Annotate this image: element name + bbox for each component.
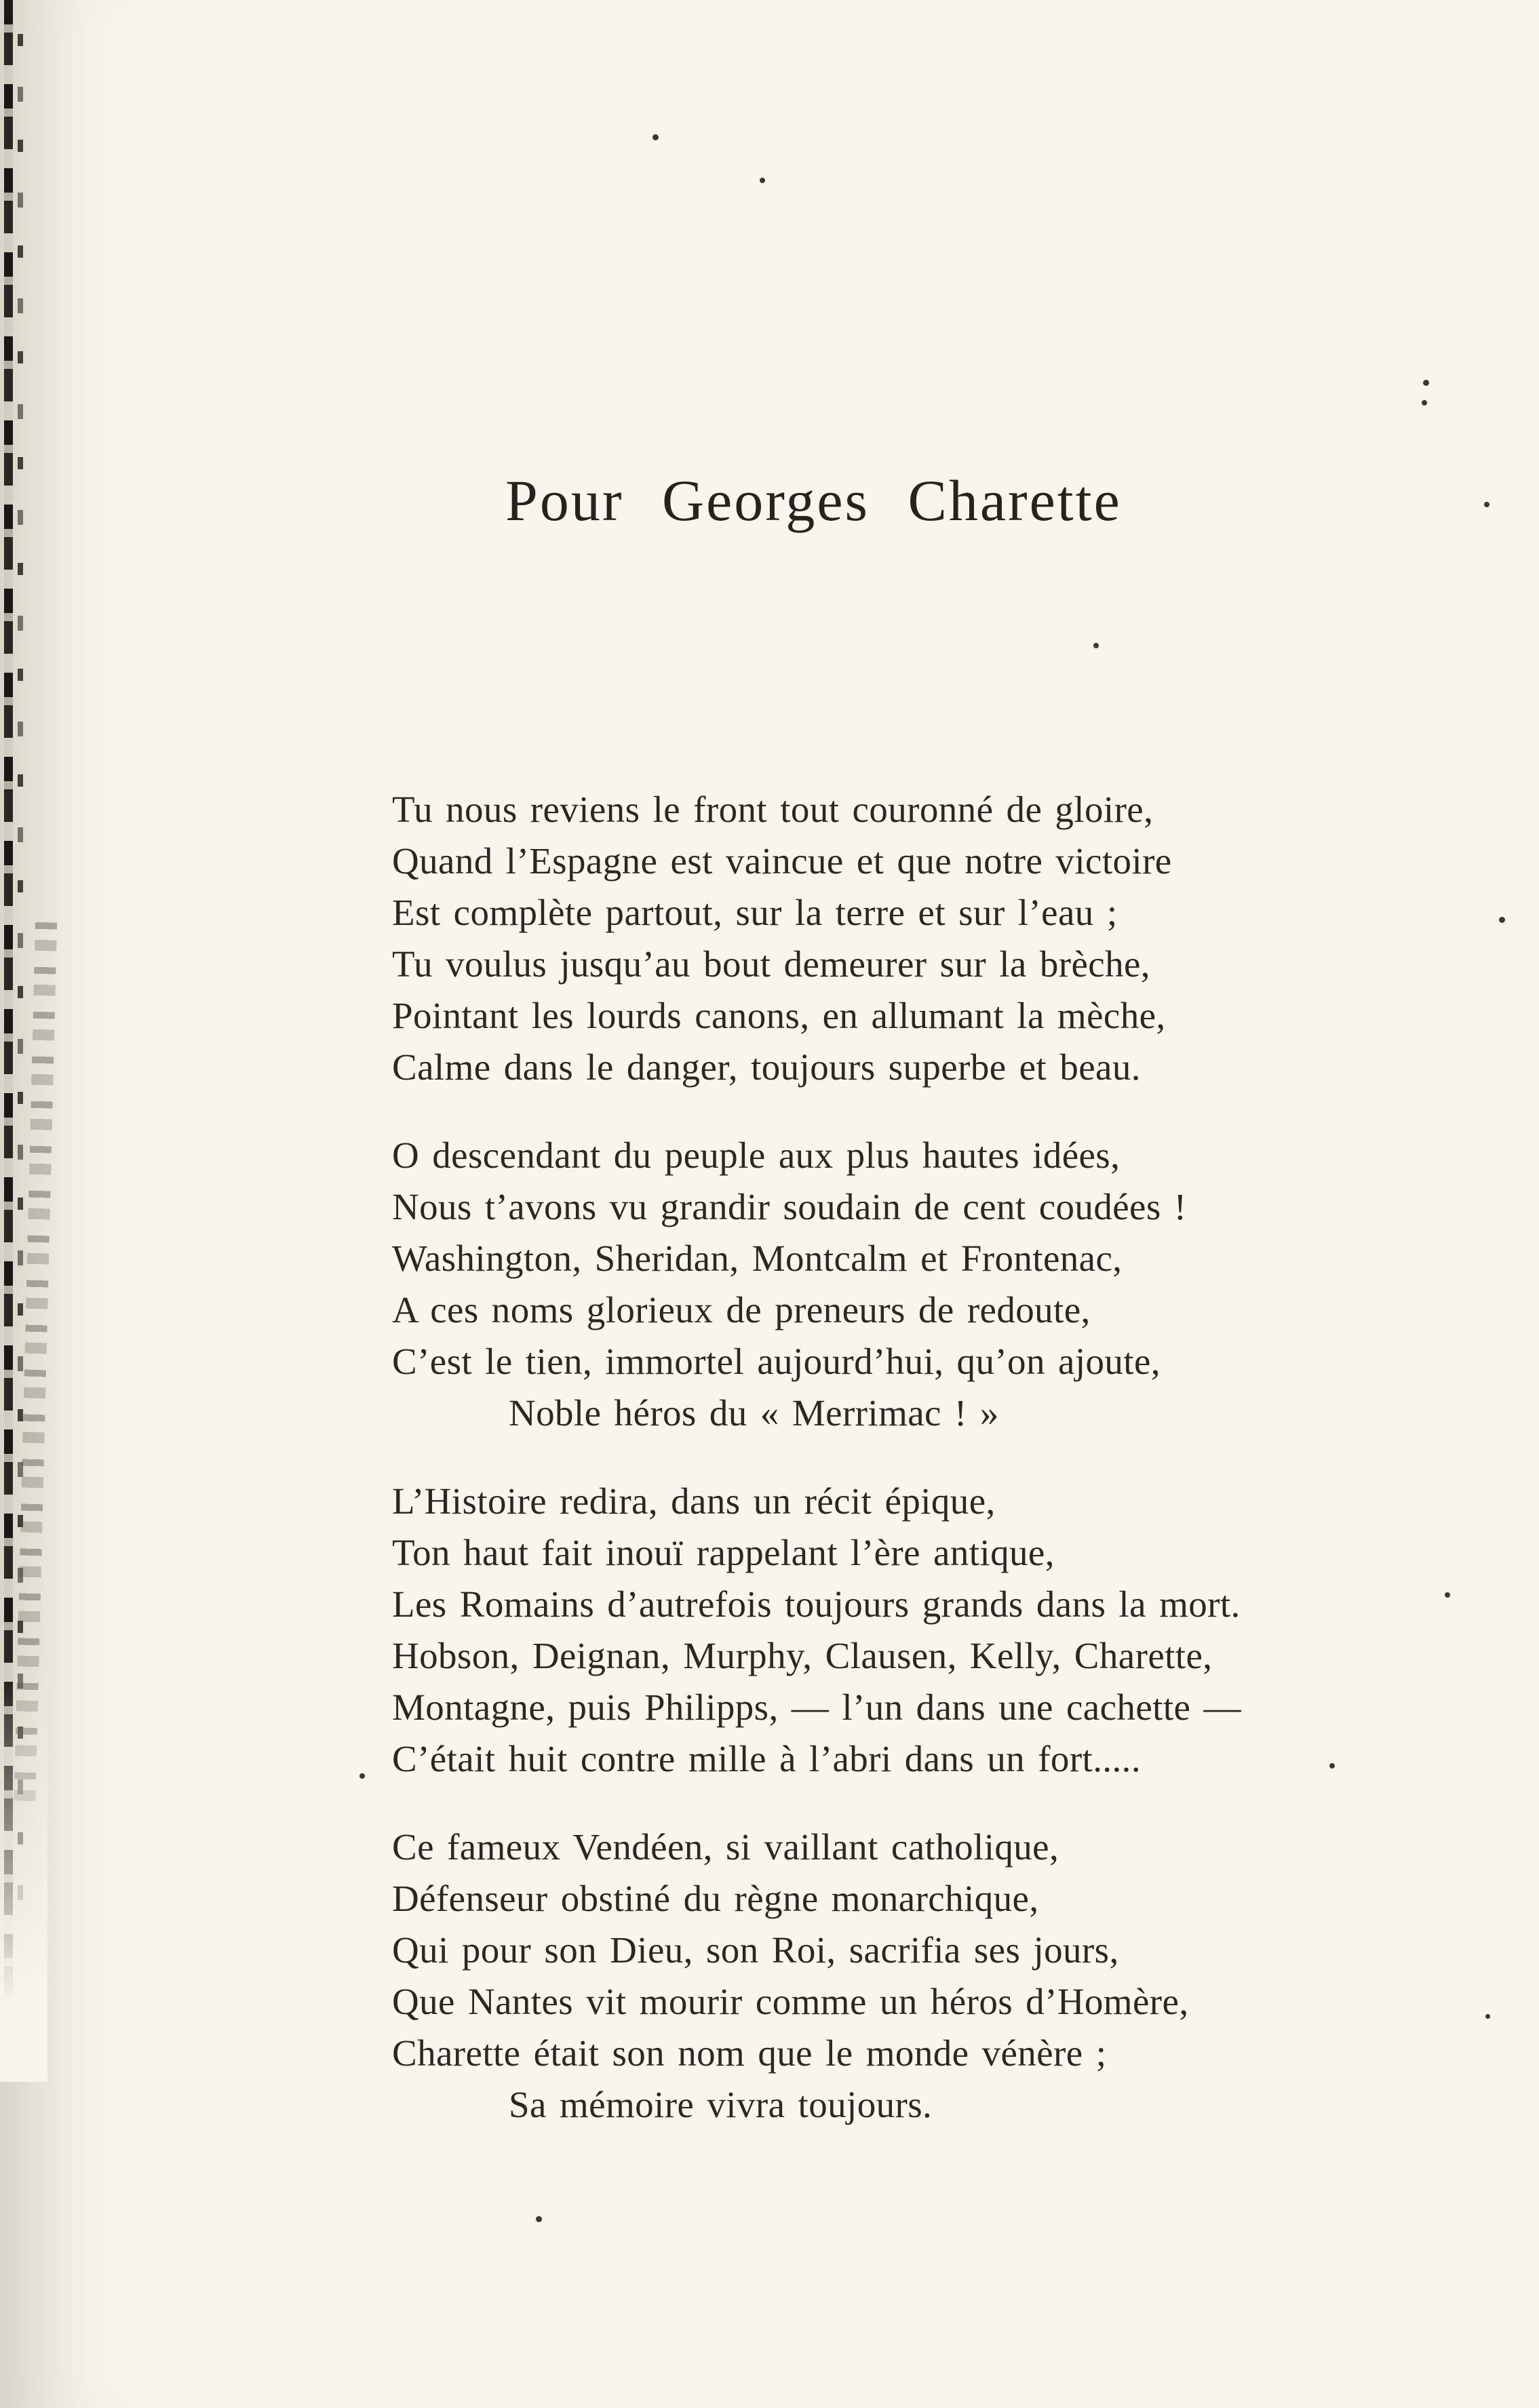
poem-line: Est complète partout, sur la terre et sur l’eau ; xyxy=(392,892,1118,933)
poem-line: Nous t’avons vu grandir soudain de cent coudées ! xyxy=(392,1186,1187,1227)
stanza xyxy=(392,1821,1241,2131)
poem-line: A ces noms glorieux de preneurs de redoute, xyxy=(392,1289,1091,1330)
poem-line: Washington, Sheridan, Montcalm et Frontenac, xyxy=(392,1238,1123,1279)
poem-line: Tu nous reviens le front tout couronné de gloire, xyxy=(392,789,1154,830)
poem-line: L’Histoire redira, dans un récit épique, xyxy=(392,1480,996,1522)
poem-line: Que Nantes vit mourir comme un héros d’Homère, xyxy=(392,1981,1189,2022)
scan-speck xyxy=(536,2216,542,2222)
poem-line: Quand l’Espagne est vaincue et que notre victoire xyxy=(392,840,1172,882)
scan-speck xyxy=(1485,2014,1490,2019)
poem-line: C’était huit contre mille à l’abri dans un fort..... xyxy=(392,1738,1141,1779)
scan-speck xyxy=(359,1773,365,1779)
scan-speck xyxy=(1445,1592,1450,1598)
poem-line: Tu voulus jusqu’au bout demeurer sur la brèche, xyxy=(392,943,1150,985)
scan-speck xyxy=(1484,502,1489,507)
poem-line: Ton haut fait inouï rappelant l’ère antique, xyxy=(392,1532,1055,1573)
poem-line: Les Romains d’autrefois toujours grands dans la mort. xyxy=(392,1583,1241,1625)
poem-line: Qui pour son Dieu, son Roi, sacrifia ses jours, xyxy=(392,1929,1119,1971)
poem-line: Charette était son nom que le monde vénère ; xyxy=(392,2032,1107,2074)
poem-line: C’est le tien, immortel aujourd’hui, qu’on ajoute, xyxy=(392,1341,1161,1382)
stanza xyxy=(392,1476,1241,1785)
poem-line: Ce fameux Vendéen, si vaillant catholique, xyxy=(392,1826,1059,1868)
poem-line: Sa mémoire vivra toujours. xyxy=(509,2084,933,2125)
scan-speck xyxy=(1423,380,1429,386)
scan-speck xyxy=(760,178,765,183)
scan-speck xyxy=(1499,917,1505,923)
poem-line: Noble héros du « Merrimac ! » xyxy=(509,1392,999,1434)
poem xyxy=(392,784,1241,2167)
scan-speck xyxy=(1329,1763,1335,1769)
stanza xyxy=(392,784,1241,1093)
scan-speck xyxy=(652,134,659,140)
poem-line: Pointant les lourds canons, en allumant la mèche, xyxy=(392,995,1166,1036)
page-title: Pour Georges Charette xyxy=(505,468,1122,533)
poem-line: Hobson, Deignan, Murphy, Clausen, Kelly, Charette, xyxy=(392,1635,1213,1676)
poem-line: O descendant du peuple aux plus hautes idées, xyxy=(392,1134,1121,1176)
poem-line: Calme dans le danger, toujours superbe et beau. xyxy=(392,1046,1141,1088)
scan-speck xyxy=(1093,643,1099,648)
binding-fade xyxy=(0,1661,47,2082)
poem-line: Défenseur obstiné du règne monarchique, xyxy=(392,1878,1039,1919)
stanza xyxy=(392,1130,1241,1439)
poem-line: Montagne, puis Philipps, — l’un dans une cachette — xyxy=(392,1686,1241,1728)
scan-speck xyxy=(1422,400,1427,406)
